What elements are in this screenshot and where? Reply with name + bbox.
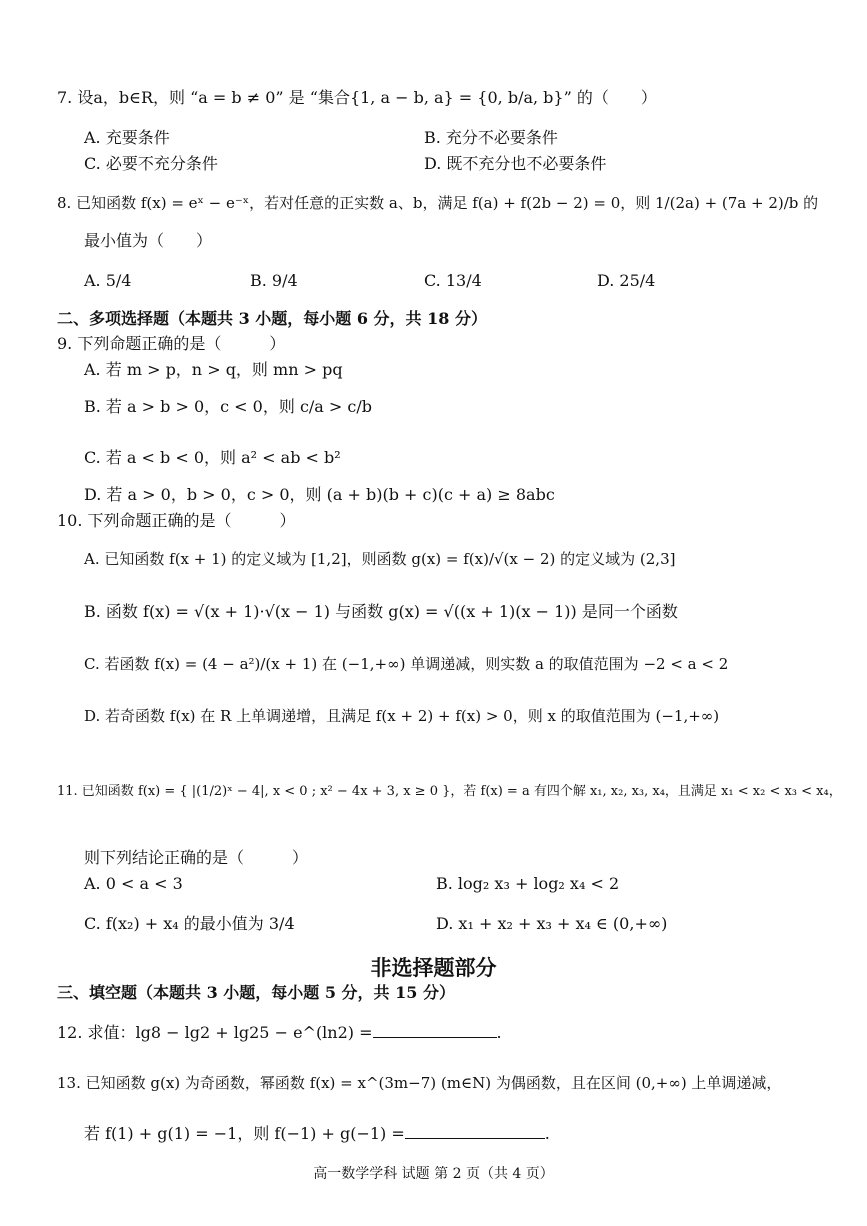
q11-stem: 11. 已知函数 f(x) = { |(1/2)ˣ − 4|, x < 0 ; x² − 4x + 3, x ≥ 0 }，若 f(x) = a 有四个解 x₁, x₂, x₃, x₄，且满足 x₁ < x₂ < x₃ < x₄， [57, 784, 842, 799]
q11-stem-cont: 则下列结论正确的是（ ） [84, 848, 309, 867]
q11-option-a: A. 0 < a < 3 [84, 874, 183, 893]
q7-stem: 7. 设a，b∈R，则 “a = b ≠ 0” 是 “集合{1, a − b, a} = {0, b/a, b}” 的（ ） [57, 88, 657, 107]
q10-stem: 10. 下列命题正确的是（ ） [57, 511, 296, 530]
q13-stem: 13. 已知函数 g(x) 为奇函数，幂函数 f(x) = x^(3m−7) (m∈N) 为偶函数，且在区间 (0,+∞) 上单调递减， [57, 1074, 782, 1092]
q12-end: . [496, 1023, 502, 1042]
q8-option-a: A. 5/4 [84, 271, 132, 290]
page-footer: 高一数学学科 试题 第 2 页（共 4 页） [313, 1166, 554, 1182]
q13-end: . [544, 1124, 550, 1143]
q11-option-b: B. log₂ x₃ + log₂ x₄ < 2 [436, 874, 620, 893]
q9-option-d: D. 若 a > 0，b > 0，c > 0，则 (a + b)(b + c)(c + a) ≥ 8abc [84, 485, 555, 504]
q8-option-c: C. 13/4 [424, 271, 482, 290]
q12-line [57, 1023, 502, 1043]
q9-option-a: A. 若 m > p，n > q，则 mn > pq [84, 360, 343, 379]
q9-option-c: C. 若 a < b < 0，则 a² < ab < b² [84, 448, 341, 467]
q12-stem: 12. 求值：lg8 − lg2 + lg25 − e^(ln2) = [57, 1023, 373, 1042]
section-multi-choice-heading: 二、多项选择题（本题共 3 小题，每小题 6 分，共 18 分） [57, 309, 487, 328]
q10-option-d: D. 若奇函数 f(x) 在 R 上单调递增，且满足 f(x + 2) + f(x) > 0，则 x 的取值范围为 (−1,+∞) [84, 707, 720, 725]
q9-option-b: B. 若 a > b > 0，c < 0，则 c/a > c/b [84, 397, 373, 416]
section-fill-blank-heading: 三、填空题（本题共 3 小题，每小题 5 分，共 15 分） [57, 983, 455, 1002]
q13-line2 [84, 1124, 550, 1144]
q8-stem: 8. 已知函数 f(x) = eˣ − e⁻ˣ，若对任意的正实数 a、b，满足 f(a) + f(2b − 2) = 0，则 1/(2a) + (7a + 2)/b 的 [57, 194, 819, 212]
q7-option-c: C. 必要不充分条件 [84, 154, 218, 173]
q7-option-b: B. 充分不必要条件 [424, 128, 558, 147]
q7-option-a: A. 充要条件 [84, 128, 170, 147]
q10-option-a: A. 已知函数 f(x + 1) 的定义域为 [1,2]，则函数 g(x) = f(x)/√(x − 2) 的定义域为 (2,3] [84, 550, 676, 568]
q10-option-b: B. 函数 f(x) = √(x + 1)·√(x − 1) 与函数 g(x) = √((x + 1)(x − 1)) 是同一个函数 [84, 602, 678, 621]
q13-stem-cont: 若 f(1) + g(1) = −1，则 f(−1) + g(−1) = [84, 1124, 405, 1143]
q11-option-d: D. x₁ + x₂ + x₃ + x₄ ∈ (0,+∞) [436, 914, 668, 933]
q13-answer-blank[interactable] [405, 1138, 545, 1139]
q8-option-b: B. 9/4 [250, 271, 298, 290]
q12-answer-blank[interactable] [373, 1037, 497, 1038]
q9-stem: 9. 下列命题正确的是（ ） [57, 334, 286, 353]
nonchoice-part-title: 非选择题部分 [370, 956, 497, 980]
q11-option-c: C. f(x₂) + x₄ 的最小值为 3/4 [84, 914, 295, 933]
q7-option-d: D. 既不充分也不必要条件 [424, 154, 607, 173]
q8-option-d: D. 25/4 [597, 271, 656, 290]
q8-stem-cont: 最小值为（ ） [84, 231, 213, 250]
q10-option-c: C. 若函数 f(x) = (4 − a²)/(x + 1) 在 (−1,+∞) 单调递减，则实数 a 的取值范围为 −2 < a < 2 [84, 655, 729, 673]
